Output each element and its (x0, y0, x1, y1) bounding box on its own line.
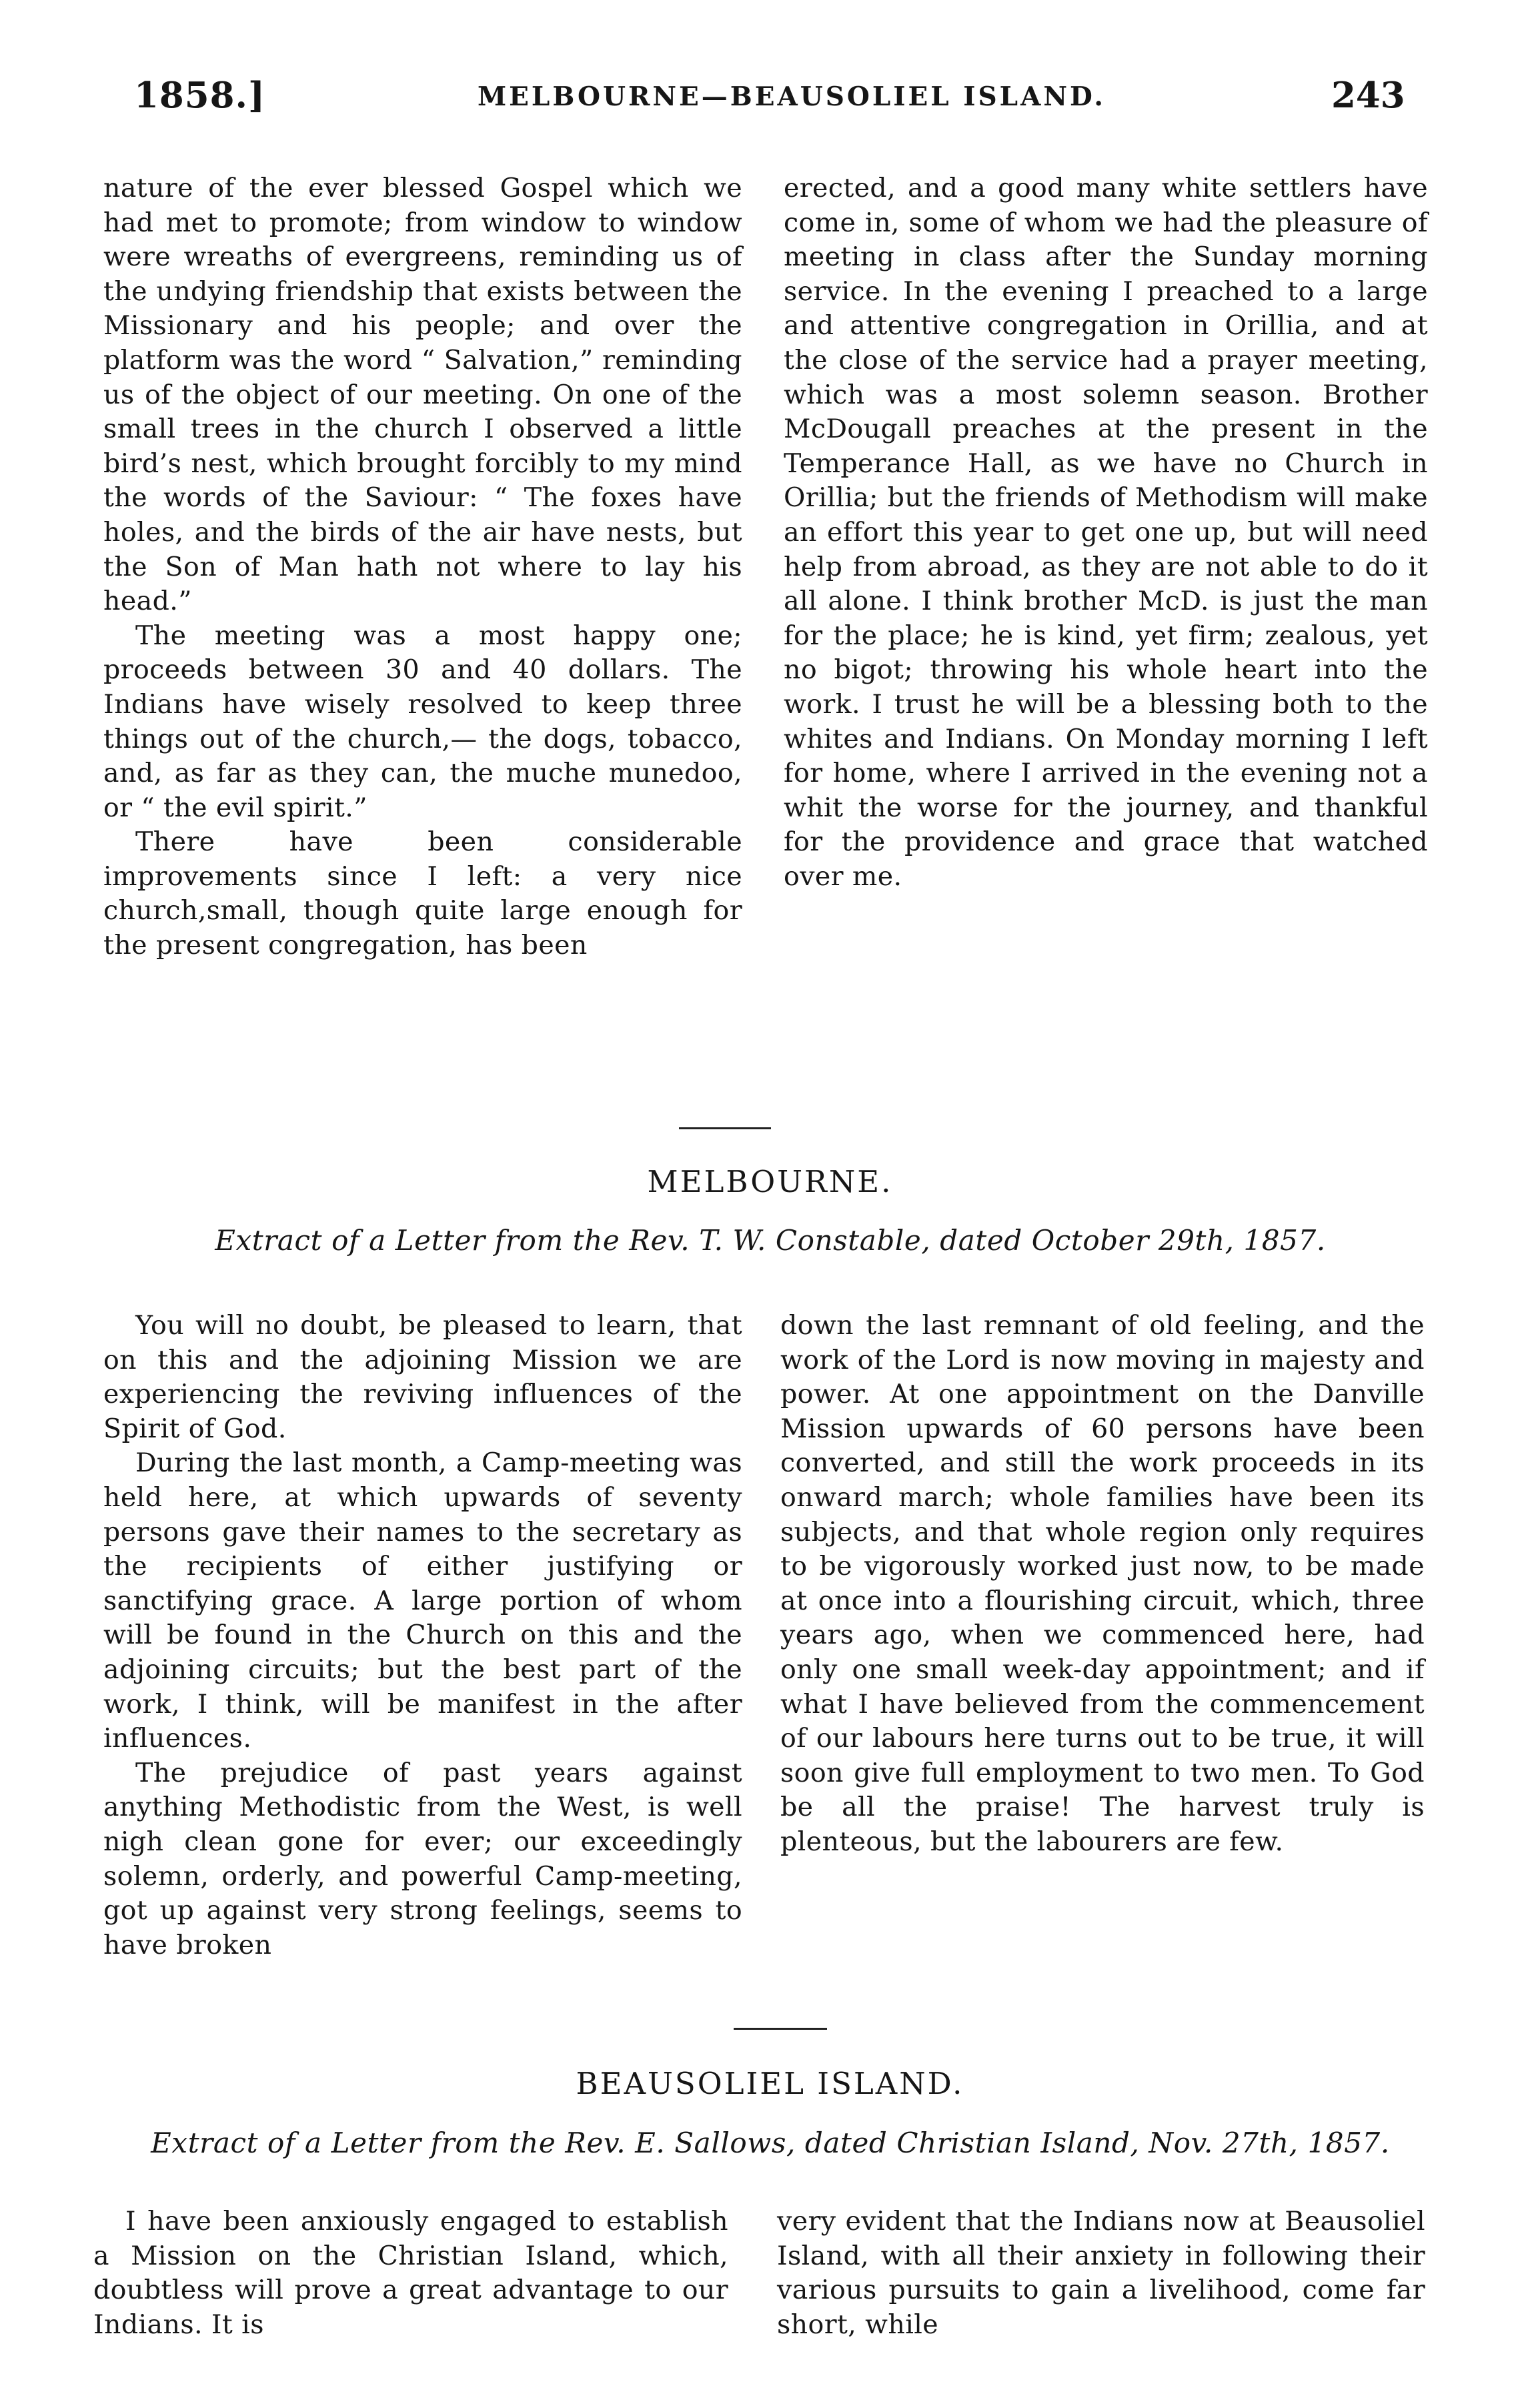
paragraph: down the last remnant of old feeling, and the work of the Lord is now moving in majesty and power. At one appointment on the Danville Mission upwards of 60 persons have been converted, and still the work proceeds in its onward march; whole families have been its subjects, and that whole region only requires to be vigorously worked just now, to be made at once into a flourishing circuit, which, three years ago, when we commenced here, had only one small week-day appointment; and if what I have believed from the commencement of our labours here turns out to be true, it will soon give full employment to two men. To God be all the praise! The harvest truly is plenteous, but the labourers are few. (780, 1310, 1425, 1857)
continued-article-right-column (784, 171, 1428, 894)
paragraph: nature of the ever blessed Gospel which we had met to promote; from window to window were wreaths of evergreens, reminding us of the undying friendship that exists between the Missionary and his people; and over the platform was the word “ Salvation,” reminding us of the object of our meeting. On one of the small trees in the church I observed a little bird’s nest, which brought forcibly to my mind the words of the Saviour: “ The foxes have holes, and the birds of the air have nests, but the Son of Man hath not where to lay his head.” (103, 173, 742, 617)
paragraph: The meeting was a most happy one; proceeds between 30 and 40 dollars. The Indians have wisely resolved to keep three things out of the church,— the dogs, tobacco, and, as far as they can, the muche munedoo, or “ the evil spirit.” (103, 620, 742, 823)
melbourne-right-column (780, 1309, 1425, 1860)
letter-byline-beausoliel: Extract of a Letter from the Rev. E. Sallows, dated Christian Island, Nov. 27th, 1857. (151, 2127, 1390, 2159)
running-head (0, 75, 1540, 128)
paragraph: very evident that the Indians now at Beausoliel Island, with all their anxiety in following their various pursuits to gain a livelihood, come far short, while (777, 2206, 1425, 2340)
paragraph: There have been considerable improvements since I left: a very nice church,small, though quite large enough for the present congregation, has been (103, 826, 742, 961)
running-head-year: 1858.] (134, 75, 266, 116)
paragraph: During the last month, a Camp-meeting was held here, at which upwards of seventy persons gave their names to the secretary as the recipients of either justifying or sanctifying grace. A large portion of whom will be found in the Church on this and the adjoining circuits; but the best part of the work, I think, will be manifest in the after influences. (103, 1447, 742, 1754)
continued-article-left-column (103, 171, 742, 963)
section-heading-melbourne: MELBOURNE. (647, 1164, 893, 1199)
paragraph: erected, and a good many white settlers have come in, some of whom we had the pleasure of meeting in class after the Sunday morning service. In the evening I preached to a large and attentive congregation in Orillia, and at the close of the service had a prayer meeting, which was a most solemn season. Brother McDougall preaches at the present in the Temperance Hall, as we have no Church in Orillia; but the friends of Methodism will make an effort this year to get one up, but will need help from abroad, as they are not able to do it all alone. I think brother McD. is just the man for the place; he is kind, yet firm; zealous, yet no bigot; throwing his whole heart into the work. I trust he will be a blessing both to the whites and Indians. On Monday morning I left for home, where I arrived in the evening not a whit the worse for the journey, and thankful for the providence and grace that watched over me. (784, 173, 1428, 892)
section-divider (734, 2028, 827, 2030)
section-divider (679, 1127, 771, 1129)
letter-byline-melbourne: Extract of a Letter from the Rev. T. W. Constable, dated October 29th, 1857. (215, 1224, 1326, 1257)
section-heading-beausoliel: BEAUSOLIEL ISLAND. (576, 2066, 964, 2101)
paragraph: The prejudice of past years against anything Methodistic from the West, is well nigh clean gone for ever; our exceedingly solemn, orderly, and powerful Camp-meeting, got up against very strong feelings, seems to have broken (103, 1757, 742, 1960)
page-number: 243 (1331, 75, 1405, 116)
paragraph: I have been anxiously engaged to establish a Mission on the Christian Island, which, doubtless will prove a great advantage to our Indians. It is (93, 2206, 728, 2340)
beausoliel-left-column (93, 2205, 728, 2342)
running-head-title: MELBOURNE—BEAUSOLIEL ISLAND. (478, 81, 1106, 112)
paragraph: You will no doubt, be pleased to learn, that on this and the adjoining Mission we are experiencing the reviving influences of the Spirit of God. (103, 1310, 742, 1444)
melbourne-left-column (103, 1309, 742, 1962)
beausoliel-right-column (777, 2205, 1425, 2342)
